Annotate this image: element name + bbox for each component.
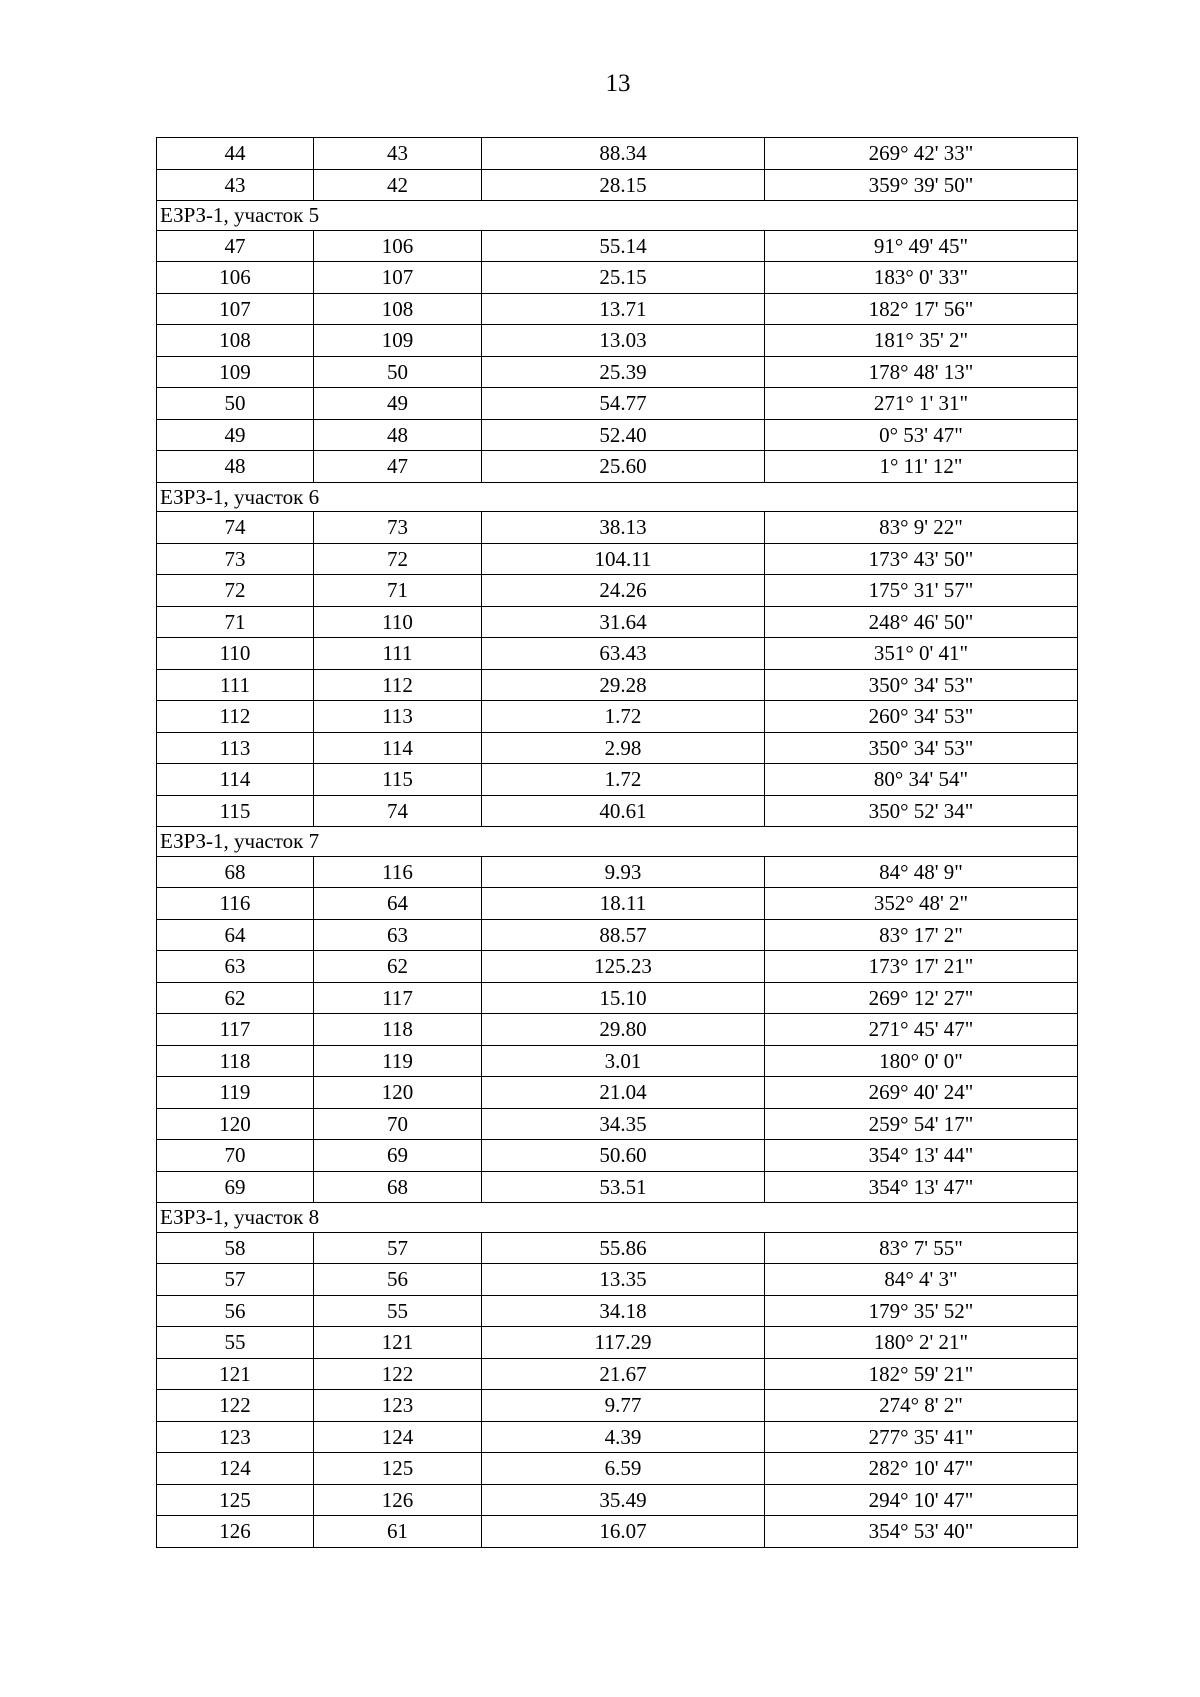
to-point-cell: 116 — [314, 856, 482, 888]
bearing-cell: 354° 53' 40" — [765, 1516, 1078, 1548]
bearing-cell: 0° 53' 47" — [765, 419, 1078, 451]
to-point-cell: 64 — [314, 888, 482, 920]
from-point-cell: 122 — [157, 1390, 314, 1422]
to-point-cell: 74 — [314, 795, 482, 827]
section-header-row — [157, 201, 1078, 231]
from-point-cell: 68 — [157, 856, 314, 888]
section-header-row — [157, 827, 1078, 857]
to-point-cell: 110 — [314, 606, 482, 638]
from-point-cell: 49 — [157, 419, 314, 451]
table-row — [157, 701, 1078, 733]
from-point-cell: 48 — [157, 451, 314, 483]
bearing-cell: 175° 31' 57" — [765, 575, 1078, 607]
bearing-cell: 260° 34' 53" — [765, 701, 1078, 733]
length-cell: 1.72 — [482, 701, 765, 733]
from-point-cell: 58 — [157, 1232, 314, 1264]
bearing-cell: 274° 8' 2" — [765, 1390, 1078, 1422]
table-row — [157, 856, 1078, 888]
length-cell: 18.11 — [482, 888, 765, 920]
length-cell: 1.72 — [482, 764, 765, 796]
to-point-cell: 57 — [314, 1232, 482, 1264]
bearing-cell: 259° 54' 17" — [765, 1108, 1078, 1140]
to-point-cell: 69 — [314, 1140, 482, 1172]
table-row — [157, 262, 1078, 294]
bearing-cell: 354° 13' 44" — [765, 1140, 1078, 1172]
bearing-cell: 351° 0' 41" — [765, 638, 1078, 670]
from-point-cell: 47 — [157, 230, 314, 262]
table-row — [157, 919, 1078, 951]
to-point-cell: 124 — [314, 1421, 482, 1453]
from-point-cell: 69 — [157, 1171, 314, 1203]
bearing-cell: 282° 10' 47" — [765, 1453, 1078, 1485]
from-point-cell: 117 — [157, 1014, 314, 1046]
table-row — [157, 795, 1078, 827]
to-point-cell: 72 — [314, 543, 482, 575]
to-point-cell: 48 — [314, 419, 482, 451]
to-point-cell: 61 — [314, 1516, 482, 1548]
bearing-cell: 354° 13' 47" — [765, 1171, 1078, 1203]
to-point-cell: 113 — [314, 701, 482, 733]
to-point-cell: 120 — [314, 1077, 482, 1109]
length-cell: 24.26 — [482, 575, 765, 607]
to-point-cell: 122 — [314, 1358, 482, 1390]
from-point-cell: 112 — [157, 701, 314, 733]
bearing-cell: 350° 34' 53" — [765, 732, 1078, 764]
to-point-cell: 123 — [314, 1390, 482, 1422]
length-cell: 21.67 — [482, 1358, 765, 1390]
length-cell: 13.71 — [482, 293, 765, 325]
from-point-cell: 113 — [157, 732, 314, 764]
length-cell: 16.07 — [482, 1516, 765, 1548]
bearing-cell: 277° 35' 41" — [765, 1421, 1078, 1453]
length-cell: 6.59 — [482, 1453, 765, 1485]
bearing-cell: 350° 52' 34" — [765, 795, 1078, 827]
table-row — [157, 325, 1078, 357]
length-cell: 38.13 — [482, 512, 765, 544]
length-cell: 29.28 — [482, 669, 765, 701]
length-cell: 34.35 — [482, 1108, 765, 1140]
bearing-cell: 269° 42' 33" — [765, 138, 1078, 170]
to-point-cell: 71 — [314, 575, 482, 607]
table-row — [157, 575, 1078, 607]
to-point-cell: 68 — [314, 1171, 482, 1203]
to-point-cell: 107 — [314, 262, 482, 294]
bearing-cell: 248° 46' 50" — [765, 606, 1078, 638]
table-row — [157, 1358, 1078, 1390]
table-row — [157, 764, 1078, 796]
bearing-cell: 173° 43' 50" — [765, 543, 1078, 575]
from-point-cell: 74 — [157, 512, 314, 544]
length-cell: 88.57 — [482, 919, 765, 951]
to-point-cell: 114 — [314, 732, 482, 764]
length-cell: 21.04 — [482, 1077, 765, 1109]
section-title: ЕЗРЗ-1, участок 8 — [157, 1203, 1078, 1233]
to-point-cell: 49 — [314, 388, 482, 420]
table-row — [157, 138, 1078, 170]
length-cell: 125.23 — [482, 951, 765, 983]
to-point-cell: 42 — [314, 169, 482, 201]
length-cell: 31.64 — [482, 606, 765, 638]
length-cell: 63.43 — [482, 638, 765, 670]
to-point-cell: 43 — [314, 138, 482, 170]
page-number: 13 — [605, 70, 631, 97]
bearing-cell: 180° 2' 21" — [765, 1327, 1078, 1359]
bearing-cell: 1° 11' 12" — [765, 451, 1078, 483]
length-cell: 13.03 — [482, 325, 765, 357]
from-point-cell: 109 — [157, 356, 314, 388]
table-row — [157, 1264, 1078, 1296]
to-point-cell: 125 — [314, 1453, 482, 1485]
length-cell: 55.14 — [482, 230, 765, 262]
table-row — [157, 888, 1078, 920]
table-row — [157, 451, 1078, 483]
from-point-cell: 121 — [157, 1358, 314, 1390]
from-point-cell: 57 — [157, 1264, 314, 1296]
length-cell: 9.77 — [482, 1390, 765, 1422]
from-point-cell: 72 — [157, 575, 314, 607]
table-row — [157, 1421, 1078, 1453]
bearing-cell: 352° 48' 2" — [765, 888, 1078, 920]
table-row — [157, 1453, 1078, 1485]
bearing-cell: 181° 35' 2" — [765, 325, 1078, 357]
length-cell: 28.15 — [482, 169, 765, 201]
from-point-cell: 63 — [157, 951, 314, 983]
length-cell: 4.39 — [482, 1421, 765, 1453]
boundary-table-body — [157, 138, 1078, 1548]
table-row — [157, 512, 1078, 544]
length-cell: 55.86 — [482, 1232, 765, 1264]
section-header-row — [157, 482, 1078, 512]
bearing-cell: 269° 12' 27" — [765, 982, 1078, 1014]
from-point-cell: 56 — [157, 1295, 314, 1327]
to-point-cell: 47 — [314, 451, 482, 483]
length-cell: 88.34 — [482, 138, 765, 170]
to-point-cell: 70 — [314, 1108, 482, 1140]
to-point-cell: 106 — [314, 230, 482, 262]
bearing-cell: 178° 48' 13" — [765, 356, 1078, 388]
from-point-cell: 126 — [157, 1516, 314, 1548]
table-row — [157, 1232, 1078, 1264]
from-point-cell: 123 — [157, 1421, 314, 1453]
table-row — [157, 732, 1078, 764]
length-cell: 25.39 — [482, 356, 765, 388]
bearing-cell: 183° 0' 33" — [765, 262, 1078, 294]
from-point-cell: 115 — [157, 795, 314, 827]
table-row — [157, 1516, 1078, 1548]
from-point-cell: 50 — [157, 388, 314, 420]
to-point-cell: 117 — [314, 982, 482, 1014]
boundary-table — [156, 137, 1078, 1548]
table-row — [157, 388, 1078, 420]
section-header-row — [157, 1203, 1078, 1233]
length-cell: 3.01 — [482, 1045, 765, 1077]
length-cell: 25.60 — [482, 451, 765, 483]
to-point-cell: 56 — [314, 1264, 482, 1296]
length-cell: 104.11 — [482, 543, 765, 575]
from-point-cell: 43 — [157, 169, 314, 201]
table-row — [157, 669, 1078, 701]
length-cell: 35.49 — [482, 1484, 765, 1516]
table-row — [157, 1014, 1078, 1046]
table-row — [157, 1077, 1078, 1109]
from-point-cell: 62 — [157, 982, 314, 1014]
to-point-cell: 118 — [314, 1014, 482, 1046]
from-point-cell: 111 — [157, 669, 314, 701]
length-cell: 54.77 — [482, 388, 765, 420]
to-point-cell: 73 — [314, 512, 482, 544]
length-cell: 52.40 — [482, 419, 765, 451]
table-row — [157, 356, 1078, 388]
table-row — [157, 1140, 1078, 1172]
section-title: ЕЗРЗ-1, участок 6 — [157, 482, 1078, 512]
length-cell: 53.51 — [482, 1171, 765, 1203]
length-cell: 29.80 — [482, 1014, 765, 1046]
length-cell: 13.35 — [482, 1264, 765, 1296]
from-point-cell: 55 — [157, 1327, 314, 1359]
bearing-cell: 271° 1' 31" — [765, 388, 1078, 420]
to-point-cell: 111 — [314, 638, 482, 670]
bearing-cell: 182° 17' 56" — [765, 293, 1078, 325]
from-point-cell: 125 — [157, 1484, 314, 1516]
table-row — [157, 606, 1078, 638]
bearing-cell: 294° 10' 47" — [765, 1484, 1078, 1516]
to-point-cell: 109 — [314, 325, 482, 357]
bearing-cell: 83° 17' 2" — [765, 919, 1078, 951]
table-row — [157, 543, 1078, 575]
from-point-cell: 107 — [157, 293, 314, 325]
to-point-cell: 108 — [314, 293, 482, 325]
bearing-cell: 269° 40' 24" — [765, 1077, 1078, 1109]
table-row — [157, 1108, 1078, 1140]
to-point-cell: 126 — [314, 1484, 482, 1516]
table-row — [157, 419, 1078, 451]
from-point-cell: 119 — [157, 1077, 314, 1109]
table-row — [157, 1295, 1078, 1327]
table-row — [157, 293, 1078, 325]
bearing-cell: 179° 35' 52" — [765, 1295, 1078, 1327]
section-title: ЕЗРЗ-1, участок 7 — [157, 827, 1078, 857]
to-point-cell: 112 — [314, 669, 482, 701]
from-point-cell: 116 — [157, 888, 314, 920]
bearing-cell: 182° 59' 21" — [765, 1358, 1078, 1390]
from-point-cell: 120 — [157, 1108, 314, 1140]
from-point-cell: 73 — [157, 543, 314, 575]
bearing-cell: 271° 45' 47" — [765, 1014, 1078, 1046]
from-point-cell: 70 — [157, 1140, 314, 1172]
bearing-cell: 80° 34' 54" — [765, 764, 1078, 796]
from-point-cell: 124 — [157, 1453, 314, 1485]
to-point-cell: 121 — [314, 1327, 482, 1359]
length-cell: 9.93 — [482, 856, 765, 888]
to-point-cell: 50 — [314, 356, 482, 388]
from-point-cell: 106 — [157, 262, 314, 294]
section-title: ЕЗРЗ-1, участок 5 — [157, 201, 1078, 231]
table-row — [157, 1171, 1078, 1203]
length-cell: 2.98 — [482, 732, 765, 764]
length-cell: 34.18 — [482, 1295, 765, 1327]
bearing-cell: 84° 4' 3" — [765, 1264, 1078, 1296]
table-row — [157, 1045, 1078, 1077]
from-point-cell: 114 — [157, 764, 314, 796]
table-row — [157, 982, 1078, 1014]
bearing-cell: 180° 0' 0" — [765, 1045, 1078, 1077]
table-row — [157, 1327, 1078, 1359]
from-point-cell: 64 — [157, 919, 314, 951]
bearing-cell: 350° 34' 53" — [765, 669, 1078, 701]
bearing-cell: 84° 48' 9" — [765, 856, 1078, 888]
from-point-cell: 71 — [157, 606, 314, 638]
bearing-cell: 359° 39' 50" — [765, 169, 1078, 201]
from-point-cell: 108 — [157, 325, 314, 357]
bearing-cell: 83° 9' 22" — [765, 512, 1078, 544]
table-row — [157, 169, 1078, 201]
length-cell: 15.10 — [482, 982, 765, 1014]
to-point-cell: 119 — [314, 1045, 482, 1077]
to-point-cell: 62 — [314, 951, 482, 983]
bearing-cell: 83° 7' 55" — [765, 1232, 1078, 1264]
to-point-cell: 63 — [314, 919, 482, 951]
length-cell: 25.15 — [482, 262, 765, 294]
from-point-cell: 110 — [157, 638, 314, 670]
length-cell: 117.29 — [482, 1327, 765, 1359]
to-point-cell: 55 — [314, 1295, 482, 1327]
from-point-cell: 118 — [157, 1045, 314, 1077]
table-row — [157, 230, 1078, 262]
length-cell: 50.60 — [482, 1140, 765, 1172]
table-row — [157, 1390, 1078, 1422]
to-point-cell: 115 — [314, 764, 482, 796]
from-point-cell: 44 — [157, 138, 314, 170]
length-cell: 40.61 — [482, 795, 765, 827]
table-row — [157, 638, 1078, 670]
table-row — [157, 1484, 1078, 1516]
bearing-cell: 173° 17' 21" — [765, 951, 1078, 983]
table-row — [157, 951, 1078, 983]
bearing-cell: 91° 49' 45" — [765, 230, 1078, 262]
